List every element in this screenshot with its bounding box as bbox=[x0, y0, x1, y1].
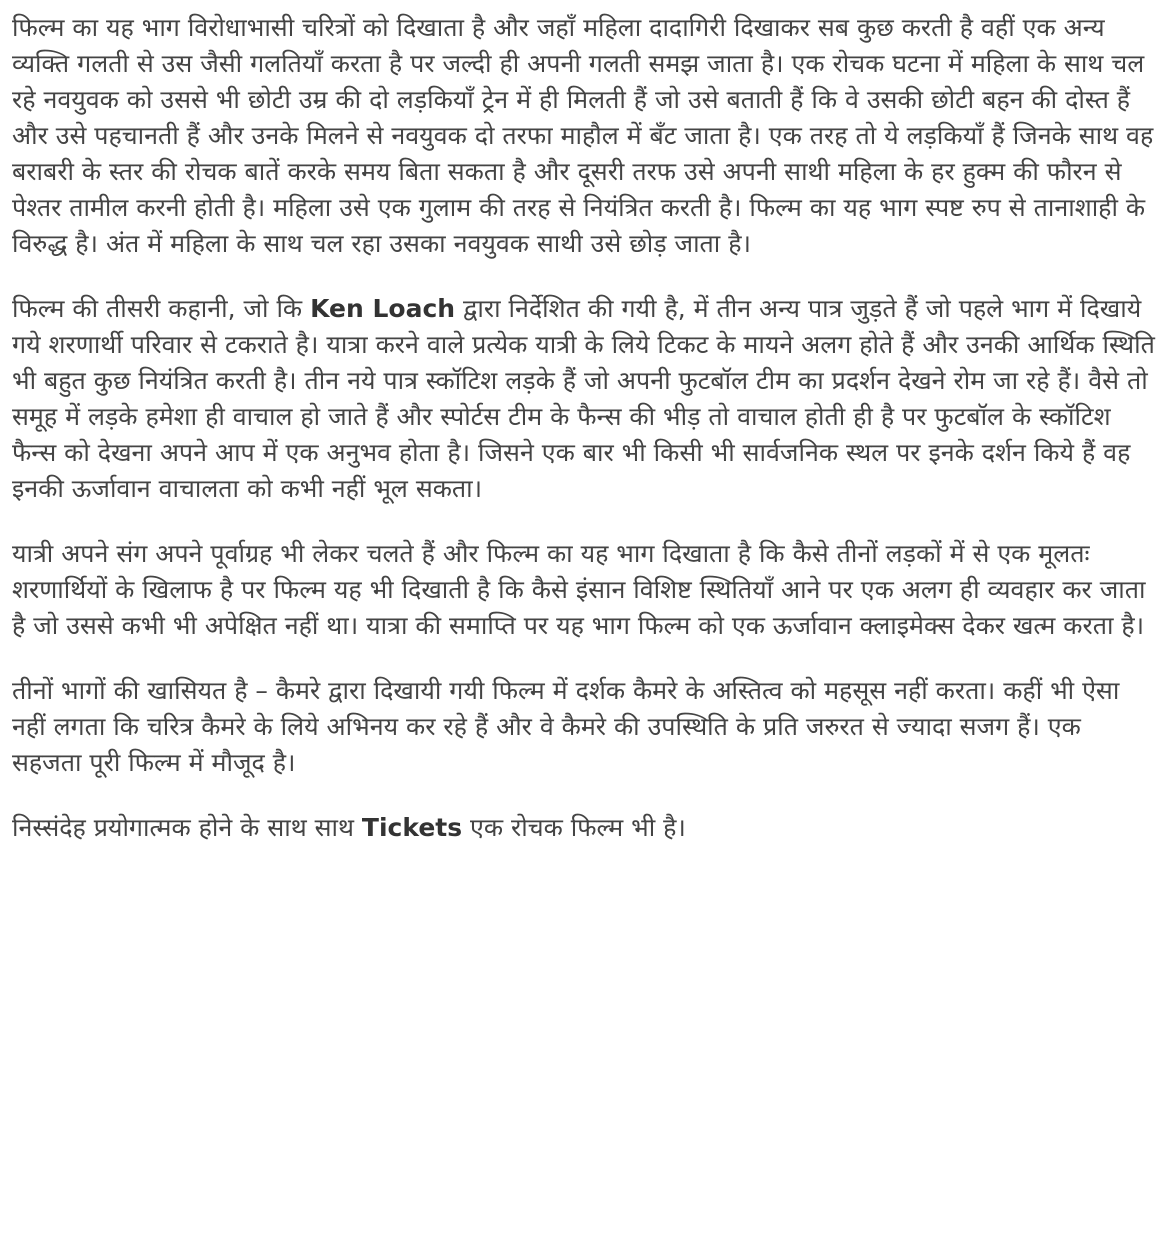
paragraph-2-text-end: द्वारा निर्देशित की गयी है, में तीन अन्य पात्र जुड़ते हैं जो पहले भाग में दिखाये गये शरणार्थी परिवार से टकराते है। यात्रा करने वाले प्रत्येक यात्री के लिये टिकट के मायने अलग होते हैं और उनकी आर्थिक स्थिति भी बहुत कुछ नियंत्रित करती है। तीन नये पात्र स्कॉटिश लड़के हैं जो अपनी फुटबॉल टीम का प्रदर्शन देखने रोम जा रहे हैं। वैसे तो समूह में लड़के हमेशा ही वाचाल हो जाते हैं और स्पोर्टस टीम के फैन्स की भीड़ तो वाचाल होती ही है पर फुटबॉल के स्कॉटिश फैन्स को देखना अपने आप में एक अनुभव होता है। जिसने एक बार भी किसी भी सार्वजनिक स्थल पर इनके दर्शन किये हैं वह इनकी ऊर्जावान वाचालता को कभी नहीं भूल सकता। bbox=[12, 294, 1155, 503]
paragraph-3 bbox=[12, 536, 1156, 644]
paragraph-4-text: तीनों भागों की खासियत है – कैमरे द्वारा दिखायी गयी फिल्म में दर्शक कैमरे के अस्तित्व को महसूस नहीं करता। कहीं भी ऐसा नहीं लगता कि चरित्र कैमरे के लिये अभिनय कर रहे हैं और वे कैमरे की उपस्थिति के प्रति जरुरत से ज्यादा सजग हैं। एक सहजता पूरी फिल्म में मौजूद है। bbox=[12, 676, 1120, 777]
paragraph-5-text-start: निस्संदेह प्रयोगात्मक होने के साथ साथ bbox=[12, 813, 362, 842]
paragraph-3-text: यात्री अपने संग अपने पूर्वाग्रह भी लेकर चलते हैं और फिल्म का यह भाग दिखाता है कि कैसे तीनों लड़कों में से एक मूलतः शरणार्थियों के खिलाफ है पर फिल्म यह भी दिखाती है कि कैसे इंसान विशिष्ट स्थितियाँ आने पर एक अलग ही व्यवहार कर जाता है जो उससे कभी भी अपेक्षित नहीं था। यात्रा की समाप्ति पर यह भाग फिल्म को एक ऊर्जावान क्लाइमेक्स देकर खत्म करता है। bbox=[12, 539, 1146, 640]
paragraph-5-text-end: एक रोचक फिल्म भी है। bbox=[462, 813, 686, 842]
paragraph-2 bbox=[12, 291, 1156, 507]
paragraph-4 bbox=[12, 673, 1156, 781]
paragraph-2-text-start: फिल्म की तीसरी कहानी, जो कि bbox=[12, 294, 311, 323]
paragraph-1 bbox=[12, 10, 1156, 262]
paragraph-5 bbox=[12, 810, 1156, 846]
film-title: Tickets bbox=[361, 813, 463, 842]
director-name: Ken Loach bbox=[310, 294, 456, 323]
paragraph-1-text: फिल्म का यह भाग विरोधाभासी चरित्रों को दिखाता है और जहाँ महिला दादागिरी दिखाकर सब कुछ करती है वहीं एक अन्य व्यक्ति गलती से उस जैसी गलतियाँ करता है पर जल्दी ही अपनी गलती समझ जाता है। एक रोचक घटना में महिला के साथ चल रहे नवयुवक को उससे भी छोटी उम्र की दो लड़कियाँ ट्रेन में ही मिलती हैं जो उसे बताती हैं कि वे उसकी छोटी बहन की दोस्त हैं और उसे पहचानती हैं और उनके मिलने से नवयुवक दो तरफा माहौल में बँट जाता है। एक तरह तो ये लड़कियाँ हैं जिनके साथ वह बराबरी के स्तर की रोचक बातें करके समय बिता सकता है और दूसरी तरफ उसे अपनी साथी महिला के हर हुक्म की फौरन से पेश्तर तामील करनी होती है। महिला उसे एक गुलाम की तरह से नियंत्रित करती है। फिल्म का यह भाग स्पष्ट रुप से तानाशाही के विरुद्ध है। अंत में महिला के साथ चल रहा उसका नवयुवक साथी उसे छोड़ जाता है। bbox=[12, 13, 1154, 258]
